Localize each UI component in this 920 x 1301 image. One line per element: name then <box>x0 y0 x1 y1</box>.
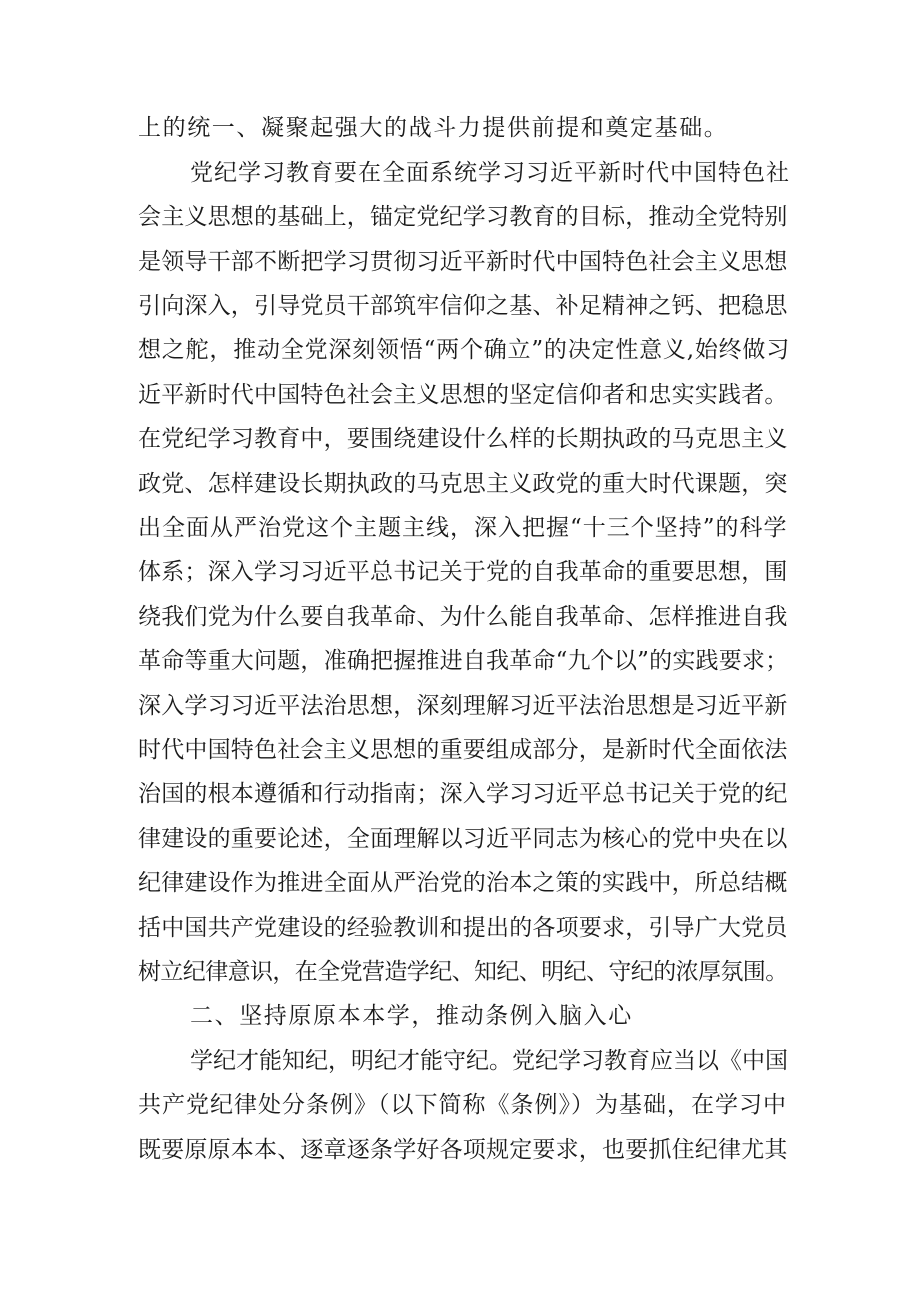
text-line: 是领导干部不断把学习贯彻习近平新时代中国特色社会主义思想 <box>138 249 788 275</box>
text-line: 括中国共产党建设的经验教训和提出的各项要求，引导广大党员 <box>138 915 788 941</box>
text-line: 律建设的重要论述，全面理解以习近平同志为核心的党中央在以 <box>138 826 788 852</box>
text-line: 近平新时代中国特色社会主义思想的坚定信仰者和忠实实践者。 <box>138 382 788 408</box>
text-line: 革命等重大问题，准确把握推进自我革命“九个以”的实践要求； <box>138 648 789 674</box>
text-line: 体系；深入学习习近平总书记关于党的自我革命的重要思想，围 <box>138 559 788 585</box>
text-line: 绕我们党为什么要自我革命、为什么能自我革命、怎样推进自我 <box>138 604 788 630</box>
text-line: 上的统一、凝聚起强大的战斗力提供前提和奠定基础。 <box>138 115 729 141</box>
text-line: 会主义思想的基础上，锚定党纪学习教育的目标，推动全党特别 <box>138 204 788 230</box>
text-line: 树立纪律意识，在全党营造学纪、知纪、明纪、守纪的浓厚氛围。 <box>138 959 788 985</box>
text-line: 纪律建设作为推进全面从严治党的治本之策的实践中，所总结概 <box>138 870 788 896</box>
paragraph-start-line: 学纪才能知纪，明纪才能守纪。党纪学习教育应当以《中国 <box>190 1048 788 1074</box>
text-line: 既要原原本本、逐章逐条学好各项规定要求，也要抓住纪律尤其 <box>138 1137 788 1163</box>
text-line: 时代中国特色社会主义思想的重要组成部分，是新时代全面依法 <box>138 737 788 763</box>
section-heading: 二、坚持原原本本学，推动条例入脑入心 <box>190 1003 633 1029</box>
text-line: 共产党纪律处分条例》（以下简称《条例》）为基础，在学习中 <box>138 1092 787 1118</box>
text-line: 引向深入，引导党员干部筑牢信仰之基、补足精神之钙、把稳思 <box>138 293 788 319</box>
text-line: 深入学习习近平法治思想，深刻理解习近平法治思想是习近平新 <box>138 693 788 719</box>
text-line: 在党纪学习教育中，要围绕建设什么样的长期执政的马克思主义 <box>138 426 788 452</box>
text-line: 治国的根本遵循和行动指南；深入学习习近平总书记关于党的纪 <box>138 781 788 807</box>
paragraph-start-line: 党纪学习教育要在全面系统学习习近平新时代中国特色社 <box>190 160 790 186</box>
text-line: 想之舵，推动全党深刻领悟“两个确立”的决定性意义,始终做习 <box>138 337 791 363</box>
text-line: 出全面从严治党这个主题主线，深入把握“十三个坚持”的科学 <box>138 515 788 541</box>
text-line: 政党、怎样建设长期执政的马克思主义政党的重大时代课题，突 <box>138 471 788 497</box>
